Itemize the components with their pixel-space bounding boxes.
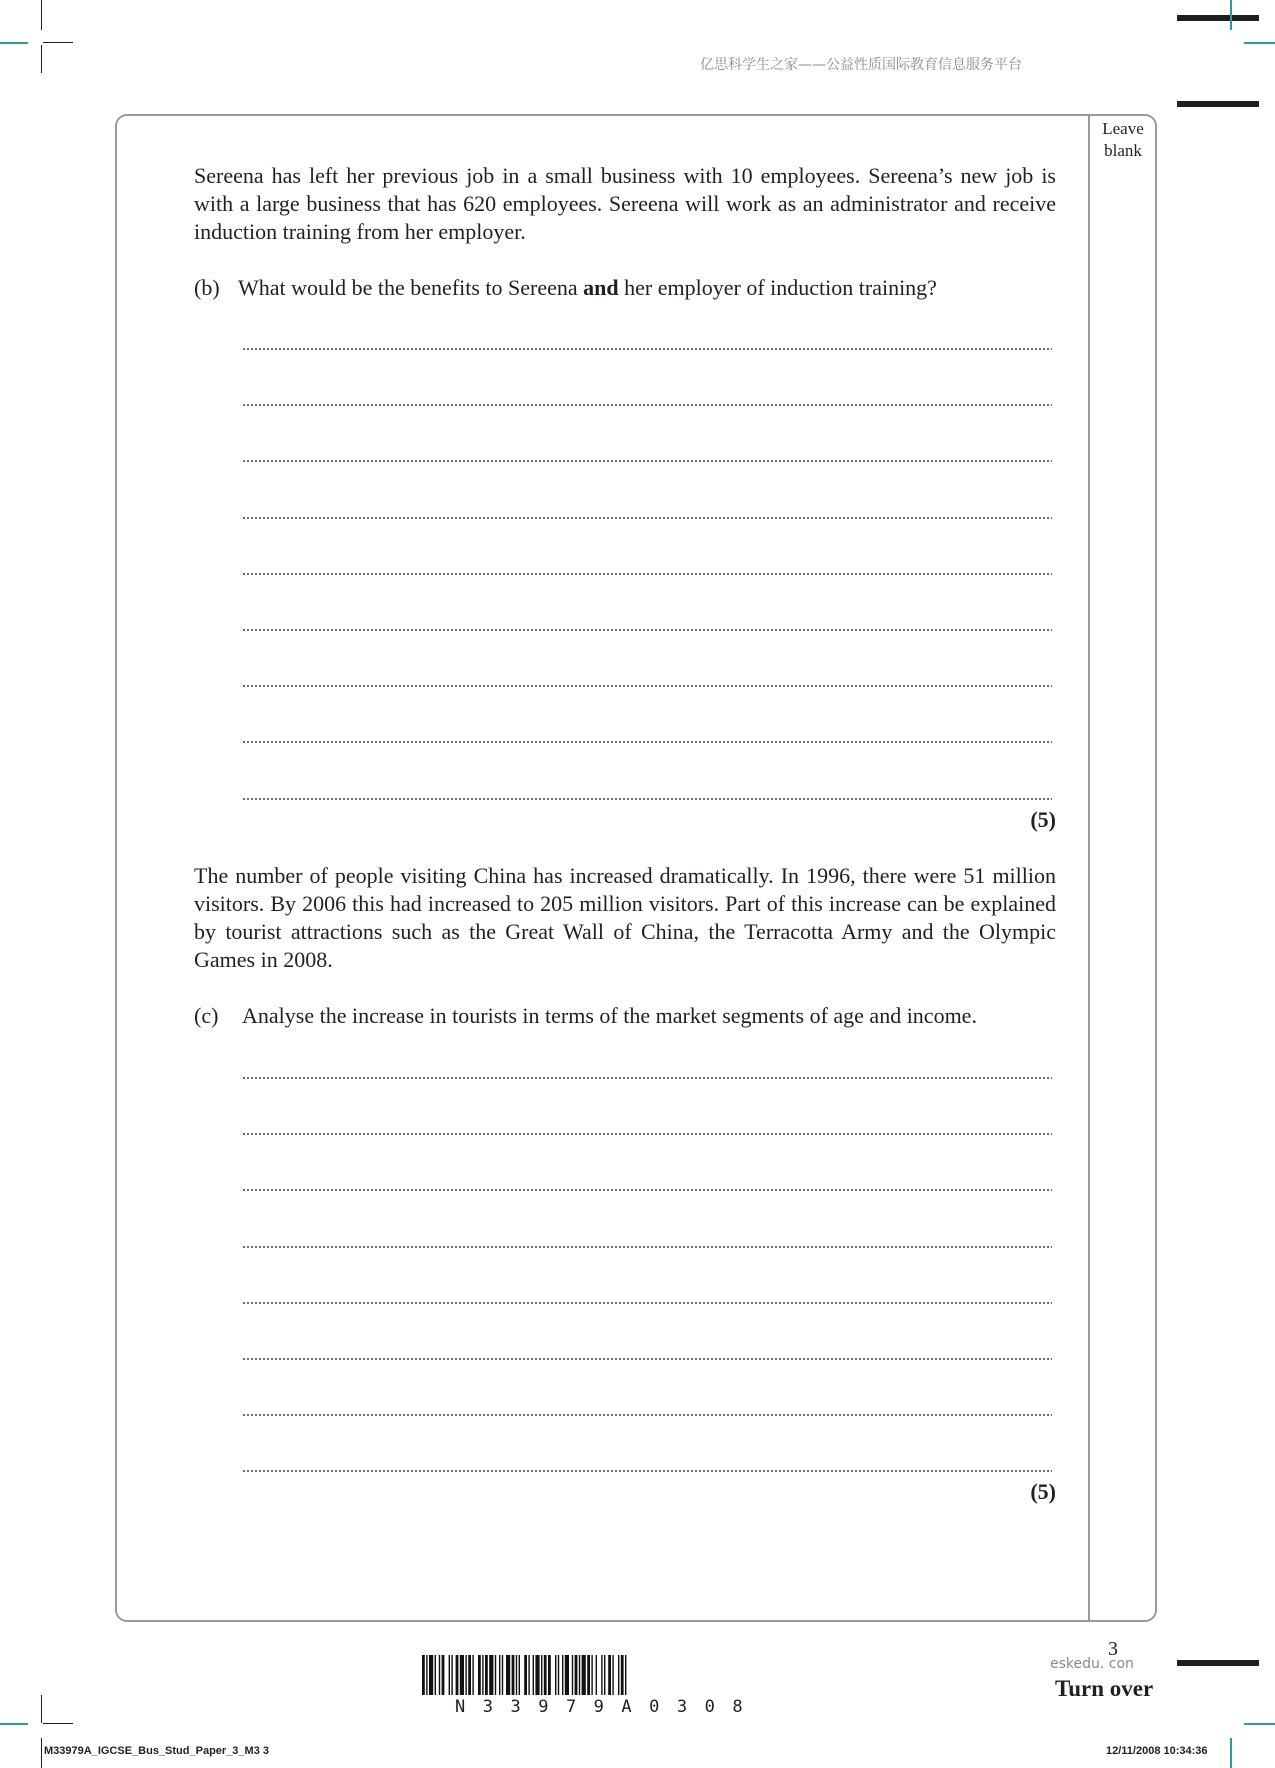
question-b-text-bold: and: [583, 275, 619, 300]
crop-mark: [41, 45, 42, 73]
crop-mark: [1177, 101, 1259, 107]
question-c-answer-line[interactable]: [242, 1469, 1052, 1473]
print-timestamp: 12/11/2008 10:34:36: [1106, 1745, 1208, 1757]
question-c-answer-line[interactable]: [242, 1245, 1052, 1249]
question-c-answer-line[interactable]: [242, 1301, 1052, 1305]
question-b-letter: (b): [194, 275, 220, 300]
crop-mark: [1177, 15, 1259, 21]
question-b-answer-line[interactable]: [242, 516, 1052, 520]
registration-mark: [0, 1723, 28, 1725]
question-c-answer-line[interactable]: [242, 1413, 1052, 1417]
question-b: [194, 274, 1064, 302]
question-b-answer-line[interactable]: [242, 628, 1052, 632]
question-b-answer-line[interactable]: [242, 403, 1052, 407]
question-b-text-before: What would be the benefits to Sereena: [238, 275, 584, 300]
page-number: 3: [1108, 1638, 1118, 1660]
registration-mark: [1230, 0, 1232, 30]
barcode-text: N33979A0308: [455, 1697, 761, 1717]
question-c-answer-line[interactable]: [242, 1357, 1052, 1361]
leave-blank-label: Leave blank: [1102, 119, 1144, 160]
crop-mark: [41, 1738, 42, 1768]
registration-mark: [0, 42, 28, 44]
question-b-answer-line[interactable]: [242, 459, 1052, 463]
question-b-marks: (5): [1030, 807, 1056, 832]
crop-mark: [1177, 1660, 1259, 1666]
question-c-answer-line[interactable]: [242, 1132, 1052, 1136]
question-c-letter: (c): [194, 1003, 219, 1028]
registration-mark: [1244, 42, 1275, 44]
barcode: [420, 1655, 850, 1695]
question-c-text: Analyse the increase in tourists in terms of the market segments of age and income.: [242, 1003, 977, 1028]
question-c-answer-line[interactable]: [242, 1076, 1052, 1080]
turn-over-label: Turn over: [1055, 1676, 1154, 1701]
crop-mark: [43, 42, 73, 43]
leave-blank-column-divider: [1088, 114, 1090, 1622]
question-c-answer-line[interactable]: [242, 1188, 1052, 1192]
question-b-text-after: her employer of induction training?: [618, 275, 937, 300]
registration-mark: [1230, 1738, 1232, 1768]
question-b-answer-line[interactable]: [242, 797, 1052, 801]
question-c-marks: (5): [1030, 1479, 1056, 1504]
question-b-answer-line[interactable]: [242, 572, 1052, 576]
footer-watermark: eskedu. con: [1050, 1656, 1134, 1672]
crop-mark: [41, 0, 42, 30]
question-b-answer-line[interactable]: [242, 684, 1052, 688]
question-b-answer-line[interactable]: [242, 347, 1052, 351]
crop-mark: [41, 1695, 42, 1723]
question-b-answer-line[interactable]: [242, 740, 1052, 744]
section-b-intro: Sereena has left her previous job in a small business with 10 employees. Sereena’s new job is with a large business that has 620 employees. Sereena will work as an administrator and receive induction training from her employer.: [194, 163, 1056, 244]
section-c-intro: The number of people visiting China has increased dramatically. In 1996, there were 51 million visitors. By 2006 this had increased to 205 million visitors. Part of this increase can be explained by tourist attractions such as the Great Wall of China, the Terracotta Army and the Olympic Games in 2008.: [194, 863, 1056, 972]
question-c: [194, 1002, 1064, 1030]
file-label: M33979A_IGCSE_Bus_Stud_Paper_3_M3 3: [44, 1745, 269, 1757]
registration-mark: [1244, 1723, 1275, 1725]
crop-mark: [43, 1723, 73, 1724]
header-watermark: 亿思科学生之家——公益性质国际教育信息服务平台: [700, 57, 1022, 73]
